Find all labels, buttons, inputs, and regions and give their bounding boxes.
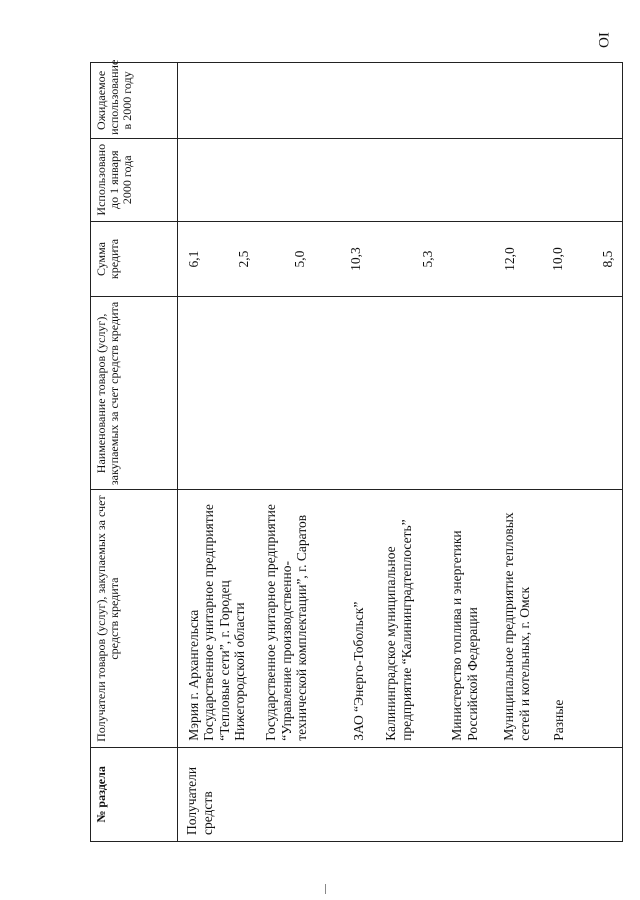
header-expected-2000: Ожидаемое использование в 2000 году bbox=[91, 63, 178, 139]
section-cell bbox=[178, 747, 623, 841]
credit-sum-value: 6,1 bbox=[186, 250, 201, 268]
recipients-cell bbox=[178, 490, 623, 747]
section-label: Получатели средств bbox=[184, 766, 215, 835]
credit-table bbox=[90, 59, 623, 842]
page-number: IO bbox=[595, 32, 611, 48]
table-body-row bbox=[178, 63, 623, 842]
scan-mark bbox=[325, 884, 326, 894]
recipient-item: Министерство топлива и энергетики Российской Федерации bbox=[449, 530, 480, 741]
credit-table-container bbox=[90, 59, 615, 842]
header-goods: Наименование товаров (услуг), закупаемых за счет средств кредита bbox=[91, 297, 178, 490]
header-section-number: № раздела bbox=[91, 747, 178, 841]
header-credit-sum: Сумма кредита bbox=[91, 221, 178, 297]
credit-sum-value: 10,0 bbox=[550, 247, 565, 271]
header-used-before-2000: Использовано до 1 января 2000 года bbox=[91, 138, 178, 221]
credit-sum-value: 12,0 bbox=[502, 247, 517, 271]
expected-2000-cell bbox=[178, 63, 623, 139]
credit-sum-value: 10,3 bbox=[348, 247, 363, 271]
recipient-item: Государственное унитарное предприятие “Тепловые сети”, г. Городец Нижегородской области bbox=[201, 504, 247, 741]
credit-sum-value: 5,0 bbox=[292, 250, 307, 268]
recipient-item: Мэрия г. Архангельска bbox=[186, 609, 201, 741]
recipient-item: Разные bbox=[551, 699, 566, 741]
recipient-item: ЗАО “Энерго-Тобольск” bbox=[351, 601, 366, 741]
table-header-row bbox=[91, 63, 178, 842]
recipient-item: Государственное унитарное предприятие “Управление производственно-технической комплектации”, г. Саратов bbox=[263, 504, 309, 741]
credit-sum-cell bbox=[178, 221, 623, 297]
recipient-item: Муниципальное предприятие тепловых сетей и котельных, г. Омск bbox=[501, 512, 532, 741]
credit-sum-value: 2,5 bbox=[236, 250, 251, 268]
credit-sum-value: 5,3 bbox=[420, 250, 435, 268]
credit-sum-value: 8,5 bbox=[600, 250, 615, 268]
goods-cell bbox=[178, 297, 623, 490]
header-recipients: Получатели товаров (услуг), закупаемых за счет средств кредита bbox=[91, 490, 178, 747]
recipient-item: Калининградское муниципальное предприятие “Калининградтеплосеть” bbox=[383, 519, 414, 741]
used-before-2000-cell bbox=[178, 138, 623, 221]
